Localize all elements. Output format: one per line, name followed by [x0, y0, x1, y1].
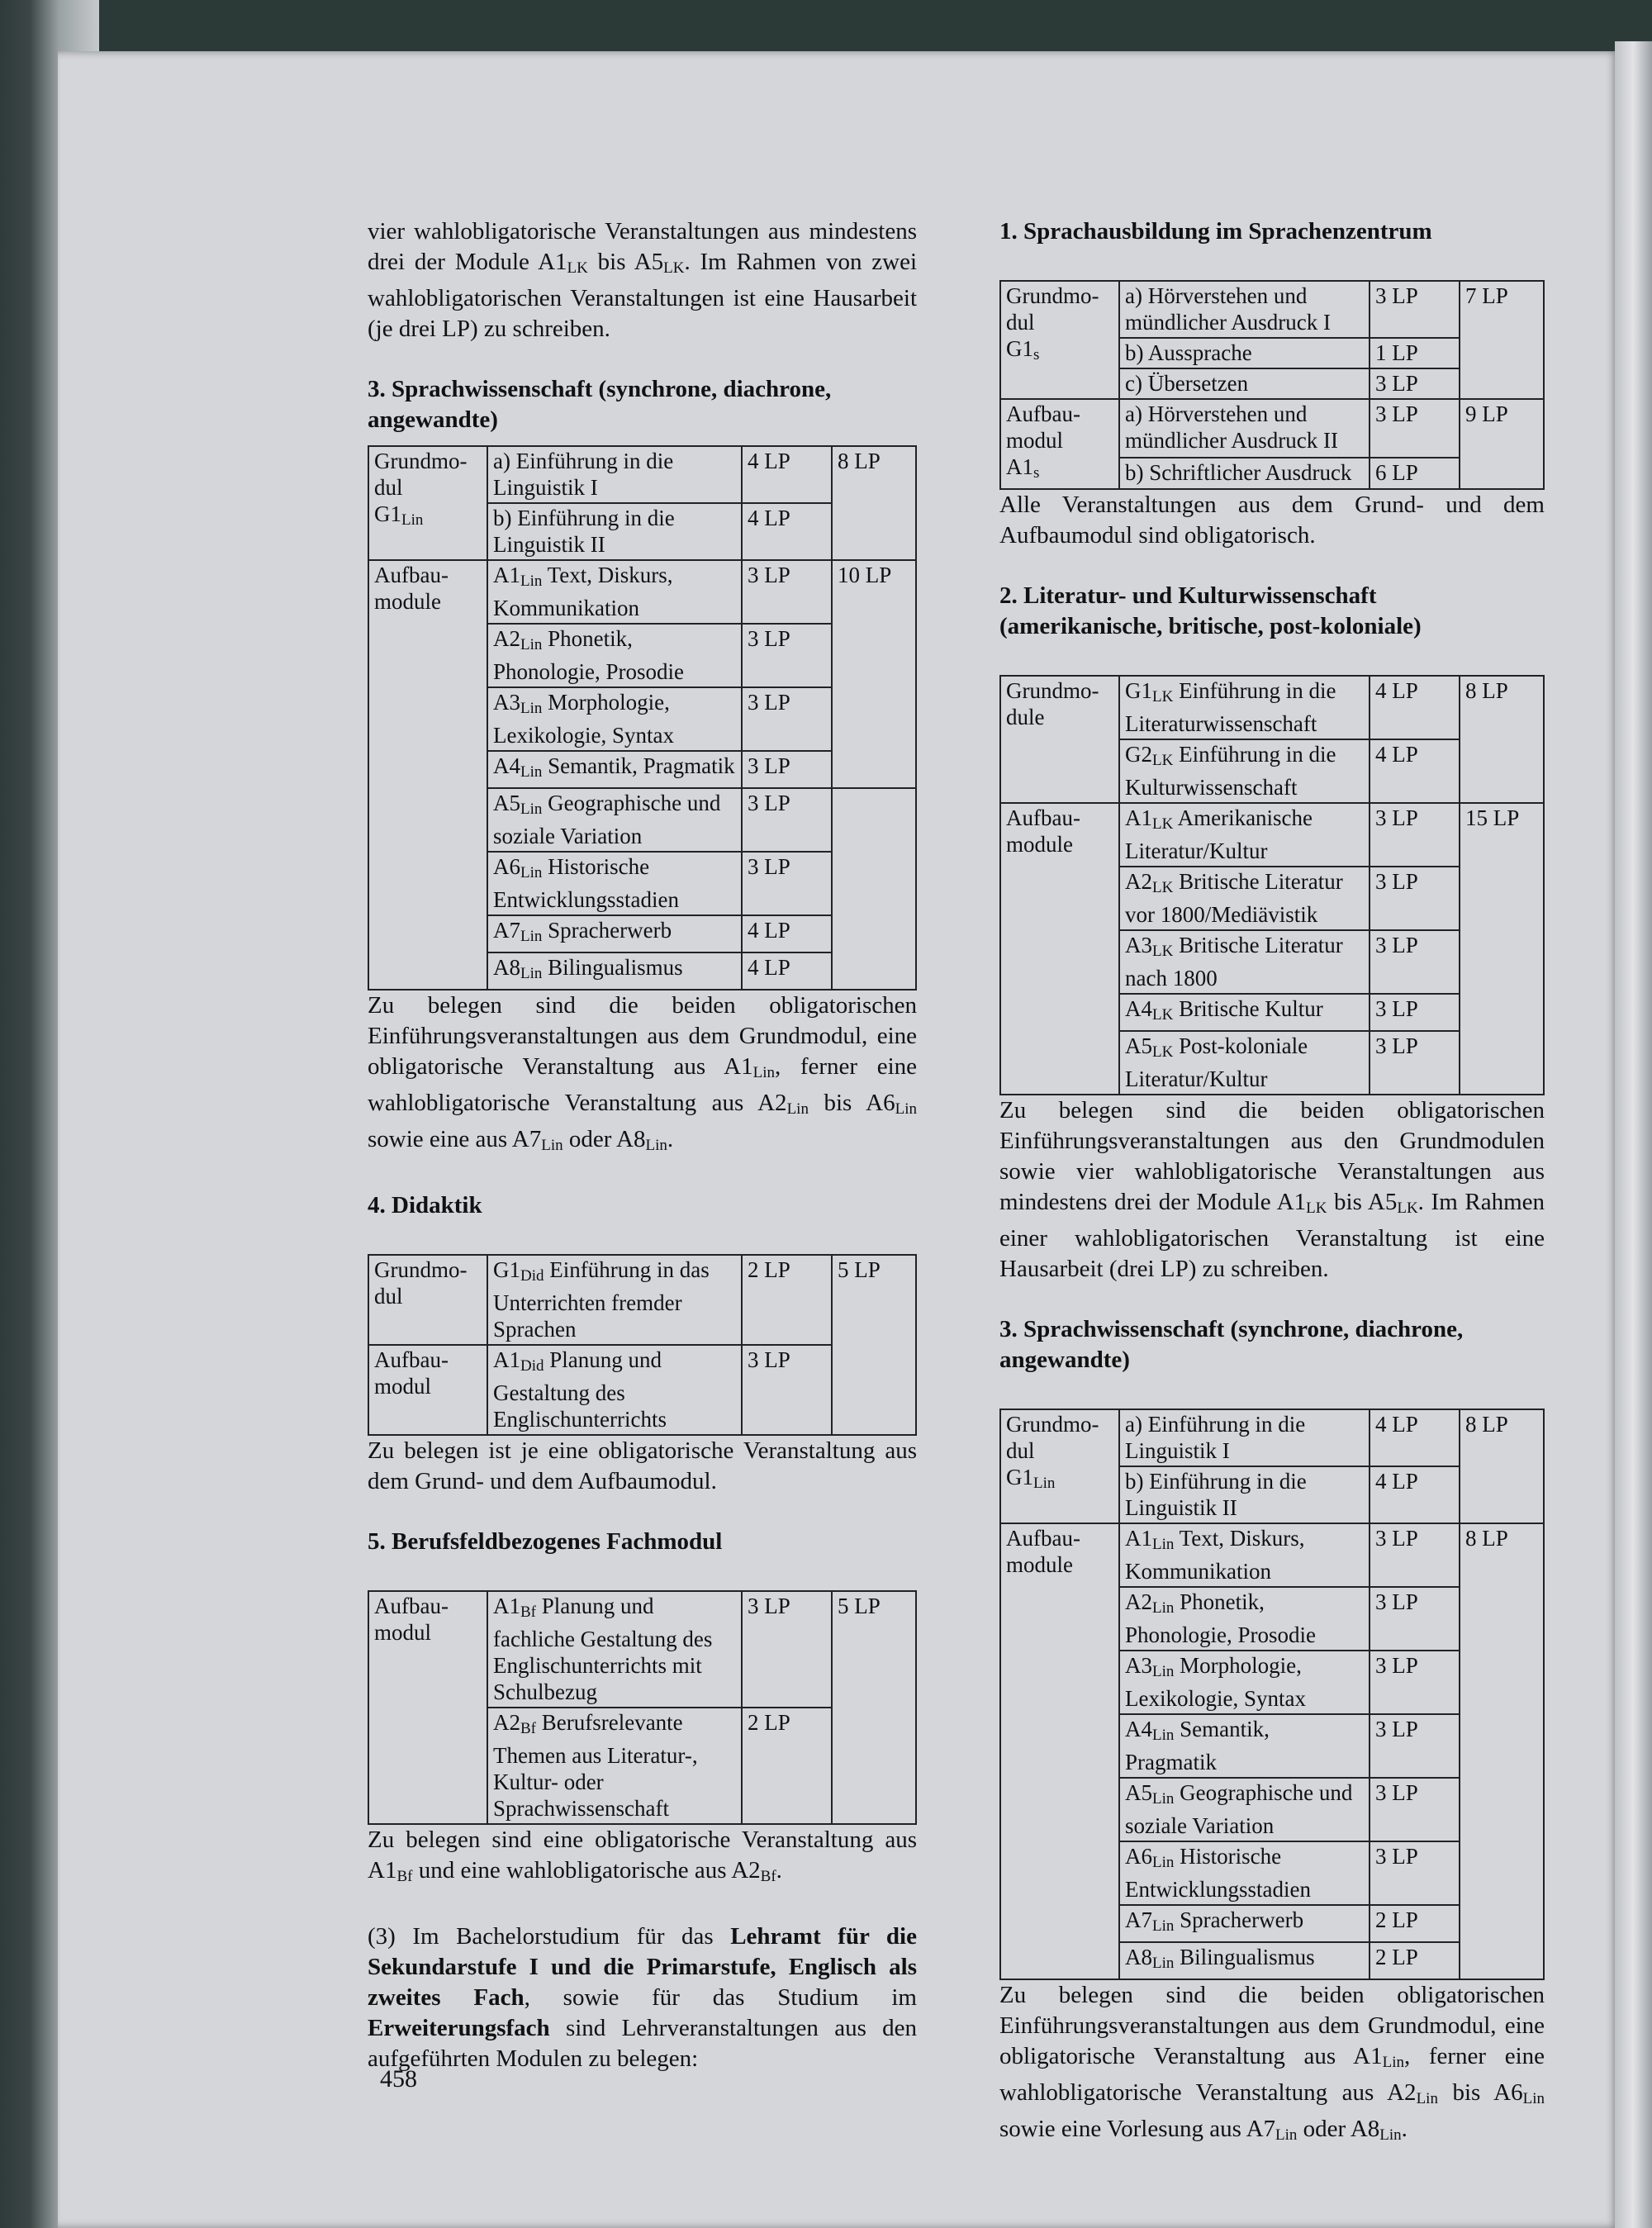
lp-cell: 2 LP — [1370, 1942, 1460, 1979]
lp-cell: 4 LP — [742, 503, 832, 560]
table-cell: $A4_{Lin}$ Semantik, Pragmatik — [1119, 1714, 1370, 1778]
aufbaumodul-cell: Aufbau- module — [1000, 803, 1119, 1095]
grundmodul-cell: Grundmo- dul $G1_s$ — [1000, 281, 1119, 399]
table-cell: $A3_{LK}$ Britische Literatur nach 1800 — [1119, 930, 1370, 994]
table-cell: $A5_{LK}$ Post-koloniale Literatur/Kultur — [1119, 1031, 1370, 1095]
left-section-5-title: 5. Berufsfeldbezogenes Fachmodul — [368, 1528, 723, 1555]
table-cell: $A6_{Lin}$ Historische Entwicklungsstadien — [487, 852, 742, 915]
grundmodul-cell: Grundmo- dul — [368, 1255, 487, 1345]
lp-cell: 3 LP — [742, 687, 832, 751]
table-cell: $G1_{Did}$ Einführung in das Unterrichten fremder Sprachen — [487, 1255, 742, 1345]
lp-cell: 4 LP — [742, 915, 832, 952]
table-cell: $A3_{Lin}$ Morphologie, Lexikologie, Syntax — [487, 687, 742, 751]
left-sprachwissenschaft-table — [368, 445, 917, 990]
lp-cell: 3 LP — [1370, 1714, 1460, 1778]
left-section-4-title: 4. Didaktik — [368, 1192, 482, 1219]
aufbaumodul-cell: Aufbau- modul $A1_s$ — [1000, 399, 1119, 489]
lp-cell: 3 LP — [742, 852, 832, 915]
left-berufsfeld-table — [368, 1590, 917, 1825]
right-column — [999, 216, 1545, 2150]
lp-total-cell: 5 LP — [832, 1255, 916, 1435]
lp-cell: 6 LP — [1370, 458, 1460, 489]
lp-total-cell: 8 LP — [1460, 1409, 1544, 1523]
left-section-5-note: Zu belegen sind eine obligatorische Veranstaltung aus $A1_{Bf}$ und eine wahlobligatorische aus $A2_{Bf}$. — [368, 1827, 917, 1885]
left-paragraph-3: (3) Im Bachelorstudium für das Lehramt für die Sekundarstufe I und die Primarstufe, Englisch als zweites Fach, sowie für das Studium im Erweiterungsfach sind Lehrveranstaltungen aus den aufgeführten Modulen zu belegen: — [368, 1923, 917, 2072]
right-section-3-title: 3. Sprachwissenschaft (synchrone, diachrone, angewandte) — [999, 1316, 1464, 1373]
table-cell: a) Einführung in die Linguistik I — [487, 446, 742, 503]
lp-cell: 4 LP — [1370, 1409, 1460, 1466]
left-column — [368, 216, 917, 2074]
table-cell: $A2_{Lin}$ Phonetik, Phonologie, Prosodie — [487, 624, 742, 687]
left-section-3-note: Zu belegen sind die beiden obligatorischen Einführungsveranstaltungen aus dem Grundmodul, eine obligatorische Veranstaltung aus $A1_{Lin}$, ferner eine wahlobligatorische Veranstaltung aus $A2_{Lin}$ bis $A6_{Lin}$ sowie eine aus $A7_{Lin}$ oder $A8_{Lin}$. — [368, 992, 918, 1154]
table-cell: a) Einführung in die Linguistik I — [1119, 1409, 1370, 1466]
table-cell: b) Aussprache — [1119, 338, 1370, 368]
lp-cell: 3 LP — [742, 1345, 832, 1435]
lp-total-cell: 5 LP — [832, 1591, 916, 1824]
lp-total-cell: 8 LP — [1460, 1523, 1544, 1979]
lp-cell: 3 LP — [1370, 803, 1460, 867]
table-cell: $A4_{Lin}$ Semantik, Pragmatik — [487, 751, 742, 788]
lp-cell: 4 LP — [742, 446, 832, 503]
lp-cell: 3 LP — [742, 1591, 832, 1708]
lp-cell: 3 LP — [742, 751, 832, 788]
lp-cell: 3 LP — [1370, 930, 1460, 994]
lp-cell: 3 LP — [1370, 1587, 1460, 1651]
right-section-1-title: 1. Sprachausbildung im Sprachenzentrum — [999, 218, 1432, 245]
lp-cell: 4 LP — [1370, 676, 1460, 739]
grundmodul-cell: Grundmo- dul $G1_{Lin}$ — [1000, 1409, 1119, 1523]
aufbaumodul-cell: Aufbau- modul — [368, 1345, 487, 1435]
right-section-2-note: Zu belegen sind die beiden obligatorischen Einführungsveranstaltungen aus den Grundmodulen sowie vier wahlobligatorische Veranstaltungen aus mindestens drei der Module $A1_{LK}$ bis $A5_{LK}$. Im Rahmen einer wahlobligatorischen Veranstaltung ist eine Hausarbeit (drei LP) zu schreiben. — [999, 1097, 1545, 1282]
aufbaumodul-cell: Aufbau- modul — [368, 1591, 487, 1824]
table-cell: $A5_{Lin}$ Geographische und soziale Variation — [1119, 1778, 1370, 1841]
next-page-edge — [1615, 41, 1652, 2228]
table-cell: $A6_{Lin}$ Historische Entwicklungsstadien — [1119, 1841, 1370, 1905]
lp-cell: 3 LP — [1370, 399, 1460, 458]
table-cell: $A1_{Lin}$ Text, Diskurs, Kommunikation — [1119, 1523, 1370, 1587]
table-cell: $A2_{LK}$ Britische Literatur vor 1800/Mediävistik — [1119, 867, 1370, 930]
right-sprachausbildung-table — [999, 280, 1545, 490]
aufbaumodul-cell: Aufbau- module — [1000, 1523, 1119, 1979]
table-cell: $A1_{Did}$ Planung und Gestaltung des Englischunterrichts — [487, 1345, 742, 1435]
table-cell: $A1_{Lin}$ Text, Diskurs, Kommunikation — [487, 560, 742, 624]
table-cell: $A8_{Lin}$ Bilingualismus — [1119, 1942, 1370, 1979]
lp-cell: 4 LP — [742, 952, 832, 990]
lp-cell: 4 LP — [1370, 1466, 1460, 1523]
lp-total-cell: 15 LP — [1460, 803, 1544, 1095]
table-cell: $A3_{Lin}$ Morphologie, Lexikologie, Syntax — [1119, 1651, 1370, 1714]
left-section-4-note: Zu belegen ist je eine obligatorische Veranstaltung aus dem Grund- und dem Aufbaumodul. — [368, 1437, 917, 1494]
table-cell: $A8_{Lin}$ Bilingualismus — [487, 952, 742, 990]
table-cell: $A2_{Bf}$ Berufsrelevante Themen aus Literatur-, Kultur- oder Sprachwissenschaft — [487, 1708, 742, 1824]
table-cell: a) Hörverstehen und mündlicher Ausdruck II — [1119, 399, 1370, 458]
lp-total-cell: 10 LP — [832, 560, 916, 788]
lp-cell: 3 LP — [1370, 368, 1460, 399]
lp-cell: 3 LP — [1370, 1651, 1460, 1714]
table-cell: b) Schriftlicher Ausdruck — [1119, 458, 1370, 489]
table-cell: $A5_{Lin}$ Geographische und soziale Variation — [487, 788, 742, 852]
lp-cell: 3 LP — [1370, 1841, 1460, 1905]
table-cell: $A7_{Lin}$ Spracherwerb — [1119, 1905, 1370, 1942]
lp-total-cell: 7 LP — [1460, 281, 1544, 399]
lp-cell: 3 LP — [1370, 867, 1460, 930]
right-section-1-note: Alle Veranstaltungen aus dem Grund- und dem Aufbaumodul sind obligatorisch. — [999, 492, 1545, 549]
left-intro-paragraph: vier wahlobligatorische Veranstaltungen aus mindestens drei der Module $A1_{LK}$ bis $A5_{LK}$. Im Rahmen von zwei wahlobligatorischen Veranstaltungen ist eine Hausarbeit (je drei LP) zu schreiben. — [368, 218, 918, 342]
table-cell: $A7_{Lin}$ Spracherwerb — [487, 915, 742, 952]
lp-cell: 2 LP — [1370, 1905, 1460, 1942]
lp-cell: 4 LP — [1370, 739, 1460, 803]
lp-cell: 3 LP — [1370, 1778, 1460, 1841]
empty-cell — [832, 788, 916, 990]
table-cell: $A1_{LK}$ Amerikanische Literatur/Kultur — [1119, 803, 1370, 867]
right-literatur-table — [999, 675, 1545, 1095]
grundmodul-cell: Grundmo- dul $G1_{Lin}$ — [368, 446, 487, 560]
lp-cell: 3 LP — [1370, 1523, 1460, 1587]
lp-cell: 3 LP — [742, 624, 832, 687]
lp-total-cell: 8 LP — [1460, 676, 1544, 803]
table-cell: $A2_{Lin}$ Phonetik, Phonologie, Prosodie — [1119, 1587, 1370, 1651]
lp-cell: 3 LP — [742, 788, 832, 852]
lp-cell: 3 LP — [1370, 281, 1460, 338]
table-cell: b) Einführung in die Linguistik II — [1119, 1466, 1370, 1523]
lp-cell: 3 LP — [1370, 1031, 1460, 1095]
table-cell: $G1_{LK}$ Einführung in die Literaturwissenschaft — [1119, 676, 1370, 739]
table-cell: $G2_{LK}$ Einführung in die Kulturwissenschaft — [1119, 739, 1370, 803]
lp-total-cell: 8 LP — [832, 446, 916, 560]
grundmodul-cell: Grundmo- dule — [1000, 676, 1119, 803]
lp-cell: 3 LP — [1370, 994, 1460, 1031]
lp-total-cell: 9 LP — [1460, 399, 1544, 489]
table-cell: c) Übersetzen — [1119, 368, 1370, 399]
table-cell: $A1_{Bf}$ Planung und fachliche Gestaltung des Englischunterrichts mit Schulbezug — [487, 1591, 742, 1708]
left-section-3-title: 3. Sprachwissenschaft (synchrone, diachrone, angewandte) — [368, 376, 832, 433]
table-cell: b) Einführung in die Linguistik II — [487, 503, 742, 560]
lp-cell: 1 LP — [1370, 338, 1460, 368]
lp-cell: 2 LP — [742, 1255, 832, 1345]
page-number: 458 — [380, 2065, 417, 2093]
right-sprachwissenschaft-table — [999, 1409, 1545, 1980]
lp-cell: 3 LP — [742, 560, 832, 624]
left-didaktik-table — [368, 1254, 917, 1436]
table-cell: $A4_{LK}$ Britische Kultur — [1119, 994, 1370, 1031]
lp-cell: 2 LP — [742, 1708, 832, 1824]
right-section-2-title: 2. Literatur- und Kulturwissenschaft (amerikanische, britische, post-koloniale) — [999, 582, 1422, 639]
table-cell: a) Hörverstehen und mündlicher Ausdruck I — [1119, 281, 1370, 338]
aufbaumodul-cell: Aufbau- module — [368, 560, 487, 990]
right-section-3-note: Zu belegen sind die beiden obligatorischen Einführungsveranstaltungen aus dem Grundmodul, eine obligatorische Veranstaltung aus $A1_{Lin}$, ferner eine wahlobligatorische Veranstaltung aus $A2_{Lin}$ bis $A6_{Lin}$ sowie eine Vorlesung aus $A7_{Lin}$ oder $A8_{Lin}$. — [999, 1982, 1545, 2144]
